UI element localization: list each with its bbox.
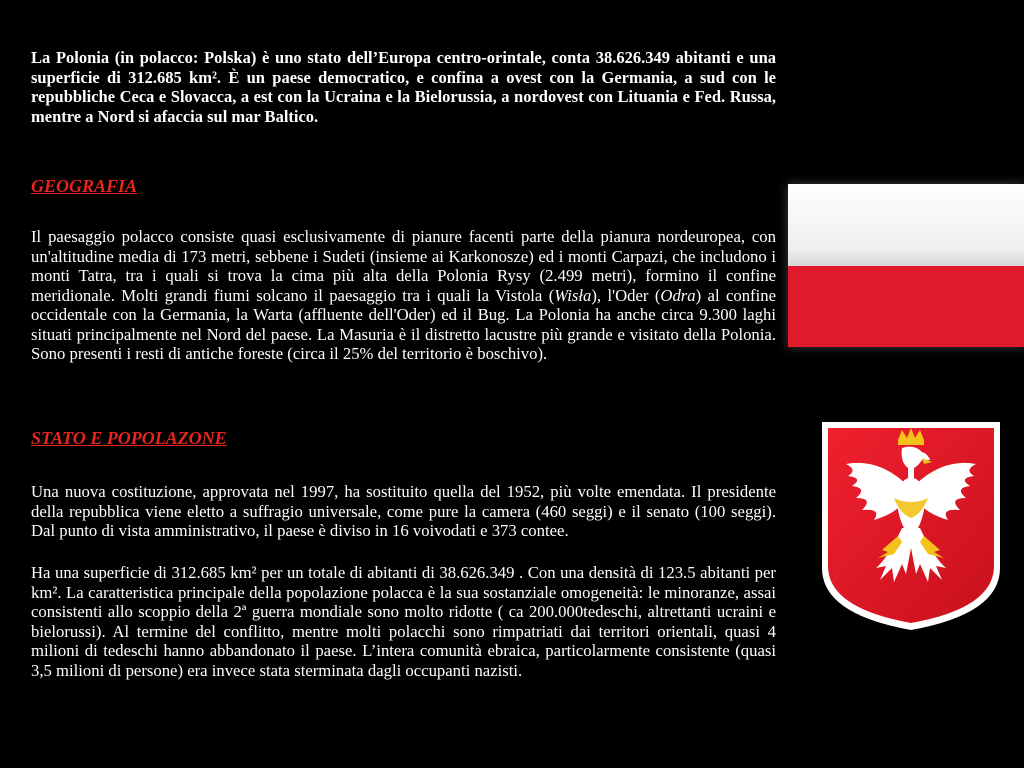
stato-paragraph-1: Una nuova costituzione, approvata nel 1997, ha sostituito quella del 1952, più volte emendata. Il presidente della repubblica viene eletto a suffragio universale, come pure la camera (460 seggi) e il senato (100 seggi). Dal punto di vista amministrativo, il paese è diviso in 16 voivodati e 373 contee. — [31, 482, 776, 540]
poland-flag-image — [788, 184, 1024, 347]
content-column — [31, 48, 777, 680]
geografia-text-c: ) al confine occidentale con la Germania, la Warta (affluente dell'Oder) ed il Bug. La Polonia ha anche circa 9.300 laghi situati principalmente nel Nord del paese. La Masuria è il distretto lacustre più grande e visitato della Polonia. Sono presenti i resti di antiche foreste (circa il 25% del territorio è boschivo). — [31, 285, 777, 363]
geografia-paragraph — [31, 227, 776, 364]
geografia-text-a: Il paesaggio polacco consiste quasi esclusivamente di pianure facenti parte della pianura nordeuropea, con un'altitudine media di 173 metri, sebbene i Sudeti (insieme ai Karkonosze) ed i monti Carpazi, che includono i monti Tatra, tra i quali si trova la cima più alta della Polonia Rysy (2.499 metri), formino il confine meridionale. Molti grandi fiumi solcano il paesaggio tra i quali la Vistola ( — [31, 227, 776, 305]
section-heading-geografia: GEOGRAFIA — [31, 176, 138, 196]
poland-coat-of-arms-image — [818, 418, 1004, 634]
intro-paragraph: La Polonia (in polacco: Polska) è uno stato dell’Europa centro-orintale, conta 38.626.349 abitanti e una superficie di 312.685 km². È un paese democratico, e confina a ovest con la Germania, a sud con le repubbliche Ceca e Slovacca, a est con la Ucraina e la Bielorussia, a nordovest con Lituania e Fed. Russa, mentre a Nord si afaccia sul mar Baltico. — [31, 48, 776, 126]
vistola-local-name: Wisła — [554, 285, 592, 305]
stato-paragraph-2: Ha una superficie di 312.685 km² per un totale di abitanti di 38.626.349 . Con una densità di 123.5 abitanti per km². La caratteristica principale della popolazione polacca è la sua sostanziale omogeneità: le minoranze, assai consistenti allo scoppio della 2ª guerra mondiale sono molto ridotte ( ca 200.000tedeschi, altrettanti ucraini e bielorussi). Al termine del conflitto, mentre molti polacchi sono rimpatriati dai territori orientali, quasi 4 milioni di tedeschi hanno abbandonato il paese. L’intera comunità ebraica, particolarmente consistente (quasi 3,5 milioni di persone) era invece stata sterminata dagli occupanti nazisti. — [31, 563, 776, 680]
oder-local-name: Odra — [660, 285, 696, 305]
section-heading-stato: STATO E POPOLAZONE — [31, 428, 227, 448]
flag-red-band — [788, 266, 1024, 348]
flag-white-band — [788, 184, 1024, 266]
geografia-text-b: ), l'Oder ( — [591, 285, 661, 305]
